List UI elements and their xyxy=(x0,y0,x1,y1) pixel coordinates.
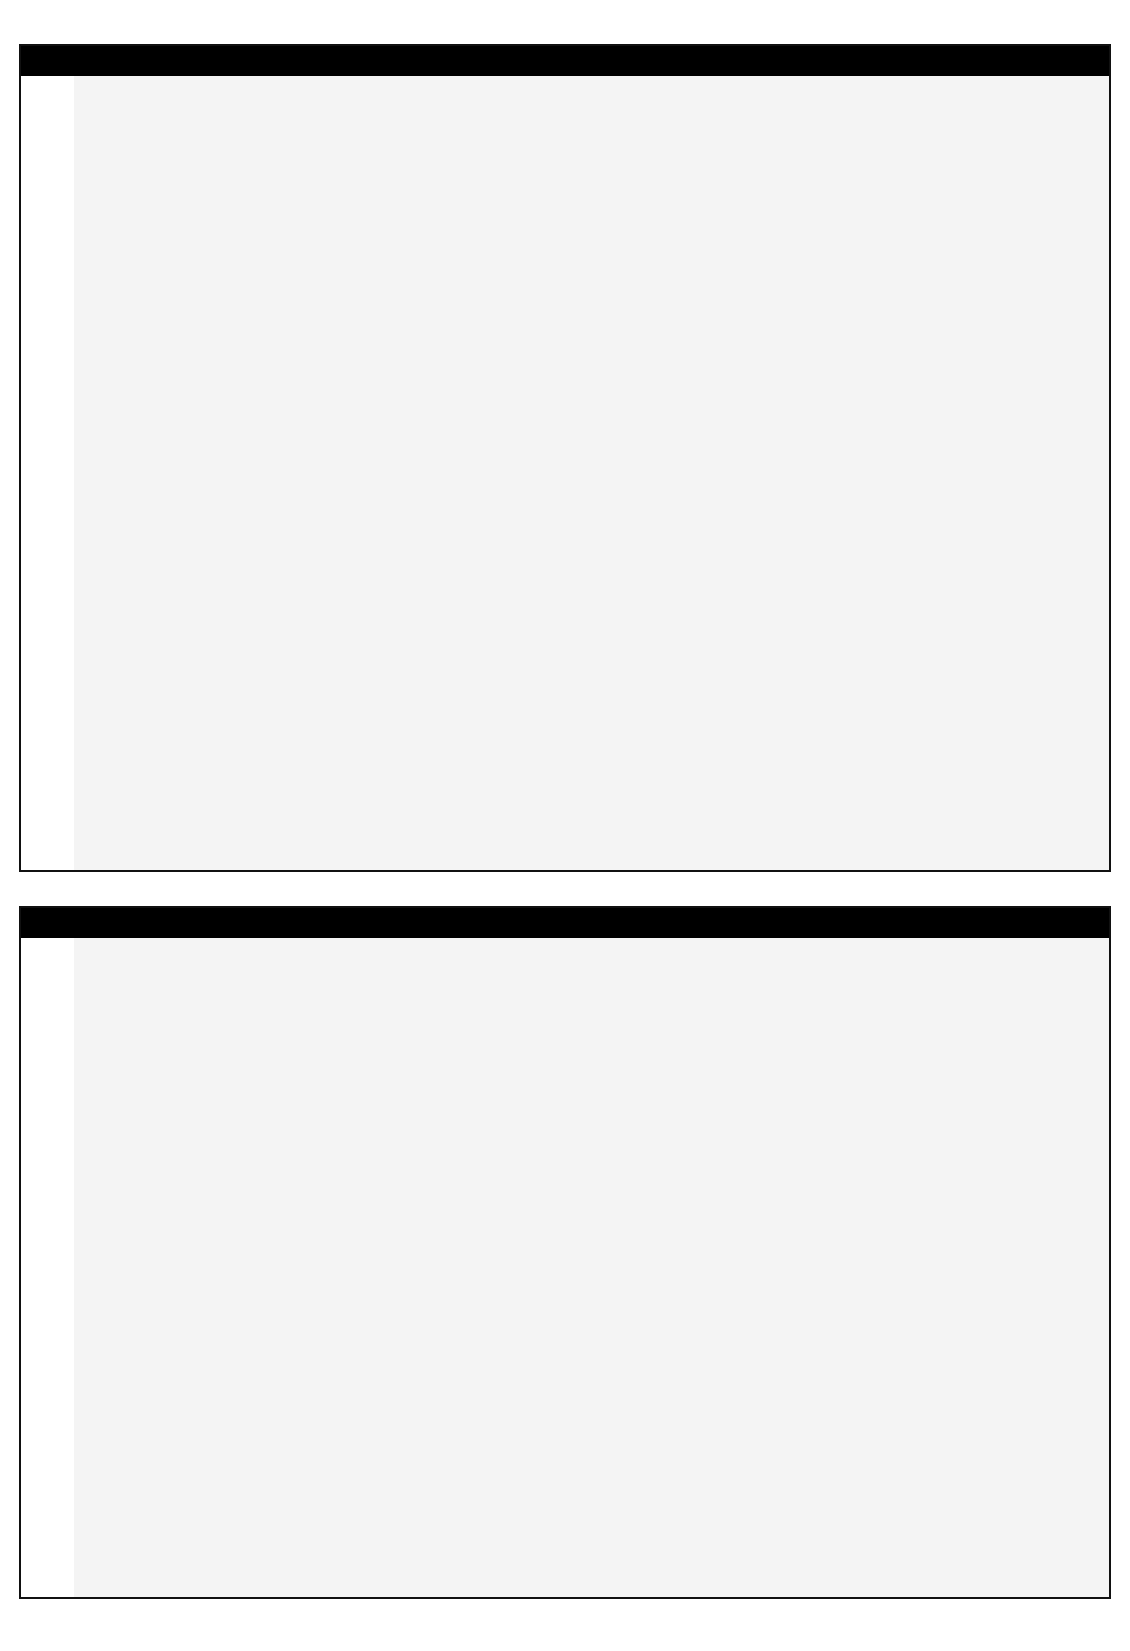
time-column xyxy=(21,76,74,870)
bottom-schedule-panel xyxy=(19,906,1111,1599)
bottom-black-bar xyxy=(21,908,1109,938)
top-black-bar xyxy=(21,46,1109,76)
time-column xyxy=(21,938,74,1597)
top-schedule-panel xyxy=(19,44,1111,872)
